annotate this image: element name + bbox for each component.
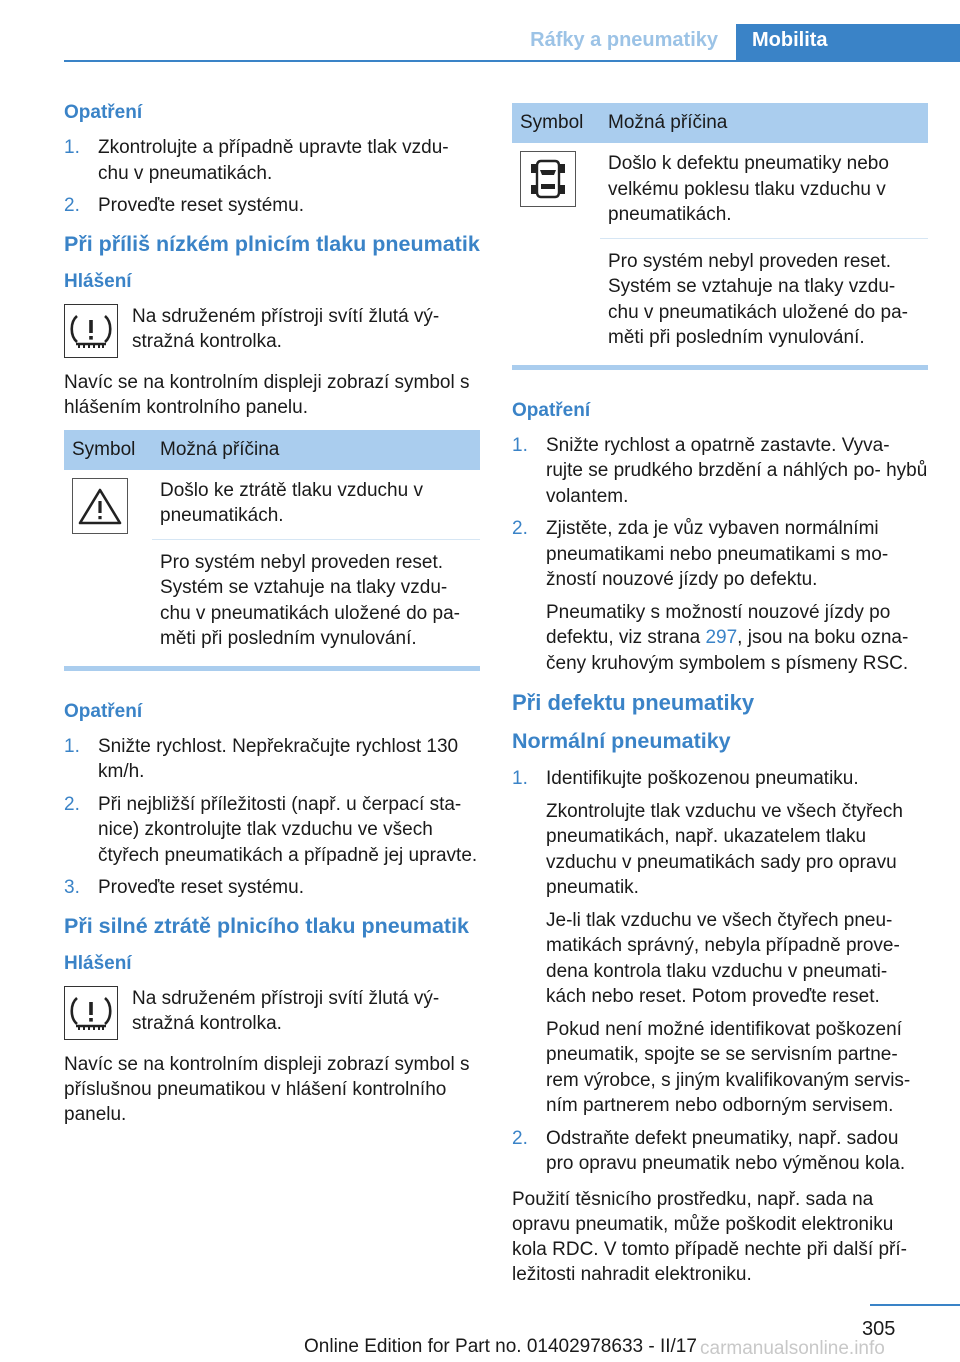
- table-row: [64, 470, 480, 540]
- section-heading-strong-loss: Při silné ztrátě plnicího tlaku pneumatik: [64, 913, 470, 938]
- measures-heading: Opatření: [64, 700, 143, 722]
- measures-heading: Opatření: [64, 102, 143, 123]
- header-chapter-tab: Mobilita: [736, 24, 960, 62]
- section-heading-tire-defect: Při defektu pneumatiky: [512, 690, 755, 715]
- section-heading-low-pressure: Při příliš nízkém plnicím tlaku pneumatik: [64, 231, 480, 256]
- symbol-table: [64, 430, 480, 662]
- message-text: Na sdruženém přístroji svítí žlutá vý‐ stražná kontrolka.: [132, 305, 440, 352]
- table-cell: Pro systém nebyl proveden reset. Systém se vztahuje na tlaky vzdu‐ chu v pneumatikách uložené do pa‐ měti při posledním vynulování.: [152, 539, 480, 662]
- paragraph: Navíc se na kontrolním displeji zobrazí symbol s příslušnou pneumatikou v hlášení kontrolního panelu.: [64, 1053, 470, 1125]
- table-row: [512, 143, 928, 238]
- table-header-symbol: Symbol: [512, 103, 600, 143]
- warning-message: [64, 304, 480, 358]
- footer-rule: [870, 1304, 960, 1306]
- list-item: 1. Zkontrolujte a případně upravte tlak vzdu‐ chu v pneumatikách.: [64, 137, 449, 184]
- table-cell: Došlo k defektu pneumatiky nebo velkému poklesu tlaku vzduchu v pneumatikách.: [608, 153, 889, 225]
- list-item: 2. Při nejbližší příležitosti (např. u čerpací sta‐ nice) zkontrolujte tlak vzduchu ve všech čtyřech pneumatikách a případně jej upravte.: [64, 793, 478, 866]
- list-item: 1. Snižte rychlost a opatrně zastavte. Vyva‐ rujte se prudkého brzdění a náhlých po‐ hybů volantem.: [512, 434, 928, 507]
- car-tire-defect-icon: [520, 151, 576, 207]
- measures-list: [64, 734, 480, 901]
- page-header: [0, 0, 960, 62]
- warning-message: [64, 986, 480, 1040]
- left-column: [64, 100, 480, 1137]
- edition-footer: Online Edition for Part no. 01402978633 - II/17: [304, 1336, 697, 1357]
- table-cell: Došlo ke ztrátě tlaku vzduchu v pneumatikách.: [160, 479, 423, 526]
- message-heading: Hlášení: [64, 952, 132, 974]
- watermark: carmanualsonline.info: [700, 1338, 885, 1359]
- table-bottom-rule: [64, 666, 480, 671]
- paragraph: Navíc se na kontrolním displeji zobrazí symbol s hlášením kontrolního panelu.: [64, 371, 470, 418]
- list-item: 3. Proveďte reset systému.: [64, 877, 304, 898]
- table-header-symbol: Symbol: [64, 430, 152, 470]
- table-cell: Pro systém nebyl proveden reset. Systém se vztahuje na tlaky vzdu‐ chu v pneumatikách uložené do pa‐ měti při posledním vynulování.: [600, 238, 928, 361]
- tire-pressure-warning-icon: [64, 304, 118, 358]
- measures-list: [512, 433, 928, 677]
- table-header-cause: Možná příčina: [152, 430, 480, 470]
- list-item: 2. Proveďte reset systému.: [64, 195, 304, 216]
- table-header-cause: Možná příčina: [600, 103, 928, 143]
- list-item-note: Pneumatiky s možností nouzové jízdy po defektu, viz strana 297, jsou na boku ozna‐ čeny kruhovým symbolem s písmeny RSC.: [546, 601, 909, 674]
- defect-steps-list: [512, 766, 928, 1177]
- warning-triangle-icon: [72, 478, 128, 534]
- list-item: 2. Zjistěte, zda je vůz vybaven normálními pneumatikami nebo pneumatikami s mo‐ žností nouzové jízdy po defektu. Pneumatiky s možností nouzové jízdy po defektu, viz strana 297, jsou na boku ozna‐ čeny kruhovým symbolem s písmeny RSC.: [512, 516, 928, 676]
- list-item: 1. Identifikujte poškozenou pneumatiku. Zkontrolujte tlak vzduchu ve všech čtyřech pneumatikách, např. ukazatelem tlaku vzduchu v pneumatikách sady pro opravu pneumatik. Je-li tlak vzduchu ve všech čtyřech pneu‐ matikách správný, nebyla případně prove‐ dena kontrola tlaku vzduchu v pneumati‐ kách nebo reset. Potom proveďte reset. Pokud není možné identifikovat poškození pneumatik, spojte se se servisním partne‐ rem výrobce, s jiným kvalifikovaným servis‐ ním partnerem nebo odborným servisem.: [512, 768, 911, 1116]
- page-reference-link[interactable]: 297: [705, 627, 738, 648]
- header-rule: [64, 60, 960, 62]
- measures-list: [64, 135, 480, 219]
- right-column: [512, 103, 928, 1297]
- page-number: 305: [862, 1318, 896, 1340]
- section-heading-normal-tires: Normální pneumatiky: [512, 729, 731, 753]
- table-bottom-rule: [512, 365, 928, 370]
- paragraph: Použití těsnicího prostředku, např. sada na opravu pneumatik, může poškodit elektroniku kola RDC. V tomto případě nechte při další pří‐ ležitosti nahradit elektroniku.: [512, 1188, 907, 1285]
- tire-pressure-warning-icon: [64, 986, 118, 1040]
- header-section-title: Ráfky a pneumatiky: [530, 29, 718, 51]
- symbol-table: [512, 103, 928, 361]
- measures-heading: Opatření: [512, 399, 591, 421]
- list-item: 1. Snižte rychlost. Nepřekračujte rychlost 130 km/h.: [64, 735, 459, 782]
- message-heading: Hlášení: [64, 270, 132, 292]
- list-item: 2. Odstraňte defekt pneumatiky, např. sadou pro opravu pneumatik nebo výměnou kola.: [512, 1127, 906, 1174]
- message-text: Na sdruženém přístroji svítí žlutá vý‐ stražná kontrolka.: [132, 987, 440, 1034]
